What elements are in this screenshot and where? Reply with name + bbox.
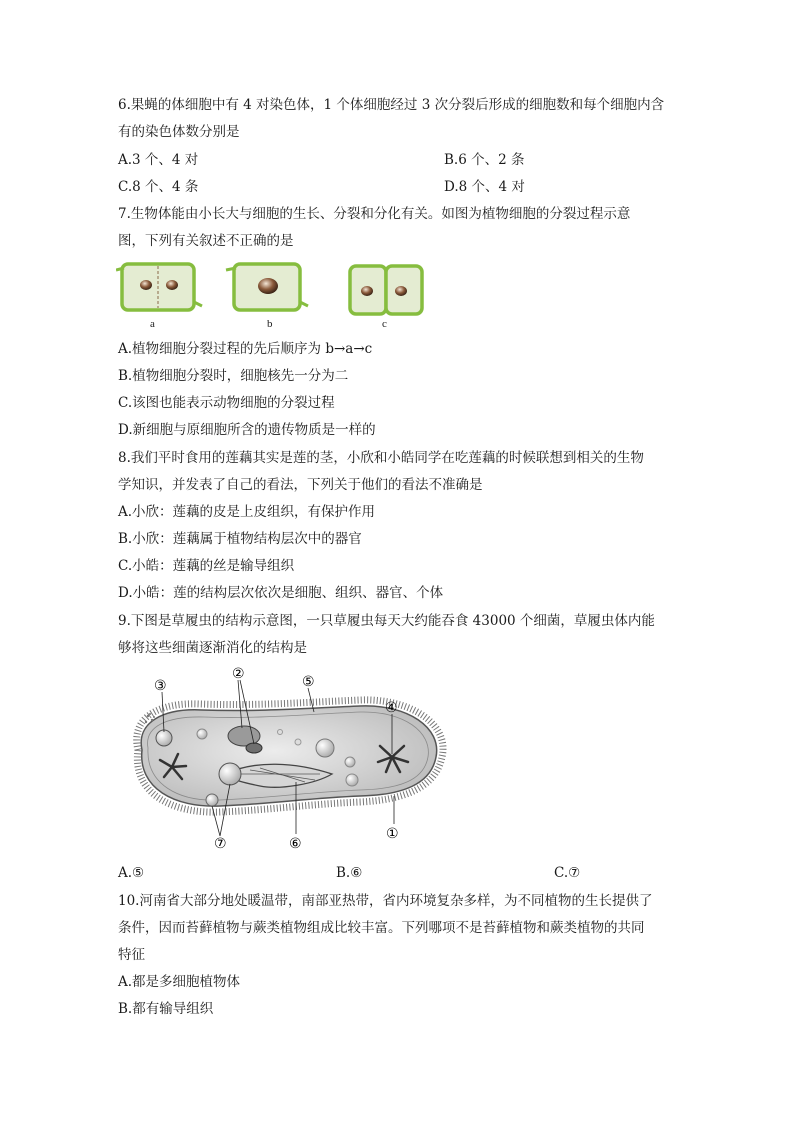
cell-label-c: c [382,318,387,330]
q6-option-d: D.8 个、4 对 [444,179,525,195]
q8-stem-line2: 学知识，并发表了自己的看法，下列关于他们的看法不准确是 [118,477,483,493]
cell-label-a: a [150,318,155,330]
cell-label-b: b [267,318,273,330]
q6-option-c: C.8 个、4 条 [118,179,199,195]
part-label-6: ⑥ [289,836,302,852]
q9-stem-line1: 9.下图是草履虫的结构示意图，一只草履虫每天大约能吞食 43000 个细菌，草履虫体内能 [118,613,655,629]
q7-option-b: B.植物细胞分裂时，细胞核先一分为二 [118,368,349,384]
part-label-2: ② [232,666,245,682]
cell-a [116,264,202,310]
q10-stem-line3: 特征 [118,947,145,963]
q8-option-b: B.小欣：莲藕属于植物结构层次中的器官 [118,531,362,547]
q10-stem-line1: 10.河南省大部分地处暖温带，南部亚热带，省内环境复杂多样，为不同植物的生长提供了 [118,893,653,909]
q10-option-b: B.都有输导组织 [118,1001,214,1017]
q10-stem-line2: 条件，因而苔藓植物与蕨类植物组成比较丰富。下列哪项不是苔藓植物和蕨类植物的共同 [118,920,645,936]
cell-c [350,266,422,314]
q7-stem-line2: 图，下列有关叙述不正确的是 [118,233,294,249]
part-label-5: ⑤ [302,674,315,690]
paramecium-figure [120,662,460,857]
q8-option-a: A.小欣：莲藕的皮是上皮组织，有保护作用 [118,504,376,520]
q6-stem-line1: 6.果蝇的体细胞中有 4 对染色体，1 个体细胞经过 3 次分裂后形成的细胞数和每个细胞内含 [118,97,665,113]
q7-option-d: D.新细胞与原细胞所含的遗传物质是一样的 [118,422,376,438]
q7-stem-line1: 7.生物体能由小长大与细胞的生长、分裂和分化有关。如图为植物细胞的分裂过程示意 [118,206,631,222]
q7-option-c: C.该图也能表示动物细胞的分裂过程 [118,395,335,411]
part-label-3: ③ [154,678,167,694]
q9-option-b: B.⑥ [336,865,363,881]
q8-option-d: D.小皓：莲的结构层次依次是细胞、组织、器官、个体 [118,585,444,601]
q9-stem-line2: 够将这些细菌逐渐消化的结构是 [118,640,307,656]
cell-division-figure [116,258,426,320]
q8-option-c: C.小皓：莲藕的丝是输导组织 [118,558,295,574]
q6-option-a: A.3 个、4 对 [118,152,199,168]
q6-option-b: B.6 个、2 条 [444,152,525,168]
part-label-7: ⑦ [214,836,227,852]
q8-stem-line1: 8.我们平时食用的莲藕其实是莲的茎，小欣和小皓同学在吃莲藕的时候联想到相关的生物 [118,450,644,466]
part-label-1: ① [386,826,399,842]
q6-stem-line2: 有的染色体数分别是 [118,124,240,140]
q10-option-a: A.都是多细胞植物体 [118,974,241,990]
q9-option-c: C.⑦ [554,865,581,881]
part-label-4: ④ [385,700,398,716]
q9-option-a: A.⑤ [118,865,145,881]
q7-option-a: A.植物细胞分裂过程的先后顺序为 b→a→c [118,341,373,357]
cell-b [226,264,308,310]
